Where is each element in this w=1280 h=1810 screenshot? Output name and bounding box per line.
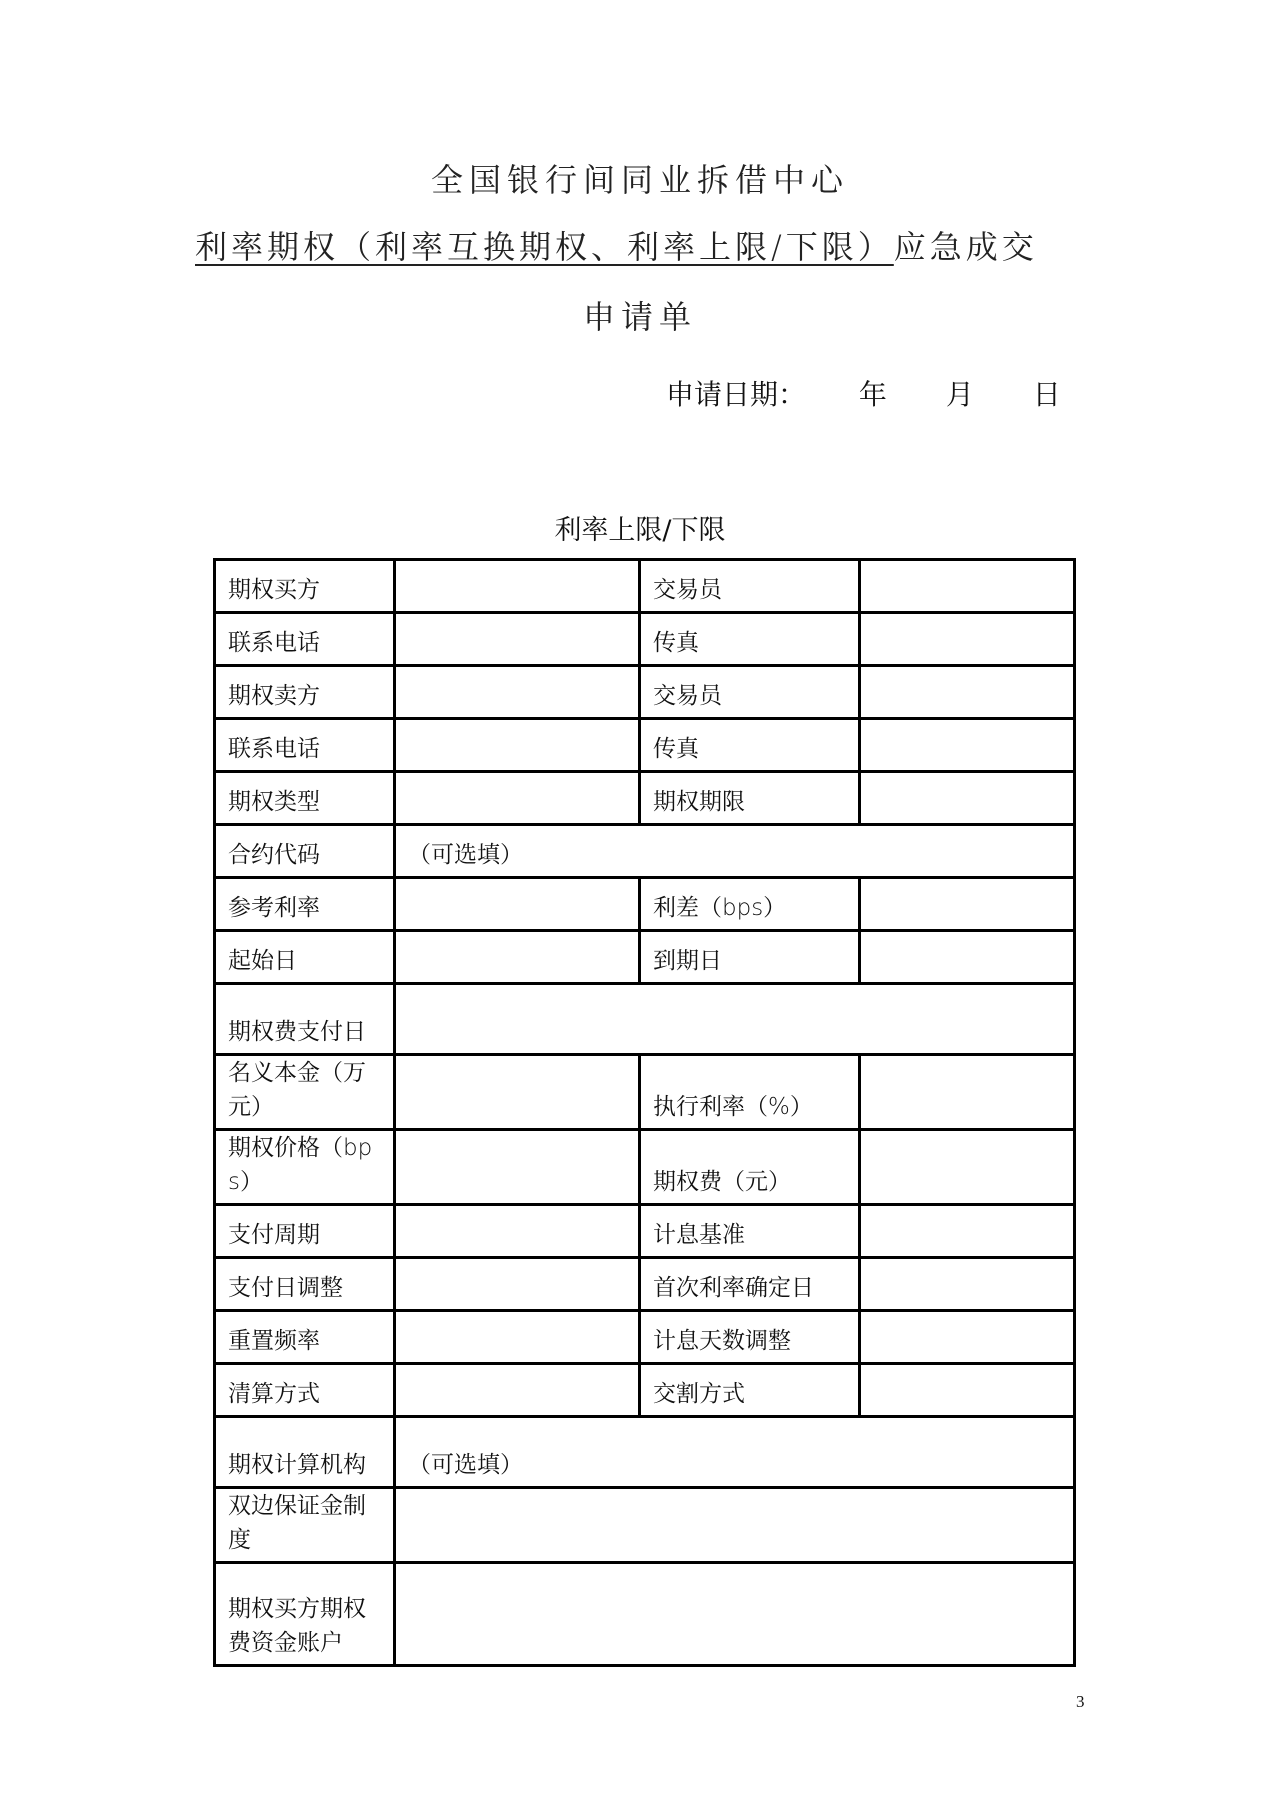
table-row [215, 666, 1075, 719]
field-label: 期权计算机构 [215, 1417, 395, 1488]
field-label: 计息天数调整 [640, 1311, 860, 1364]
seller-phone-input[interactable] [395, 719, 640, 772]
field-label: 期权买方 [215, 560, 395, 613]
field-label: 计息基准 [640, 1205, 860, 1258]
application-date [666, 373, 1061, 413]
table-row [215, 772, 1075, 825]
table-row [215, 931, 1075, 984]
table-row [215, 719, 1075, 772]
table-row [215, 1563, 1075, 1666]
field-label: 交易员 [640, 666, 860, 719]
form-subtitle: 申请单 [582, 298, 697, 336]
contract-code-input[interactable]: （可选填） [395, 825, 1075, 878]
spread-input[interactable] [860, 878, 1075, 931]
table-row [215, 878, 1075, 931]
start-date-input[interactable] [395, 931, 640, 984]
table-row [215, 825, 1075, 878]
clearing-method-input[interactable] [395, 1364, 640, 1417]
field-label: 重置频率 [215, 1311, 395, 1364]
seller-trader-input[interactable] [860, 666, 1075, 719]
field-label: 期权期限 [640, 772, 860, 825]
table-row [215, 1311, 1075, 1364]
date-month-field[interactable]: 月 [945, 378, 974, 411]
payment-date-adjustment-input[interactable] [395, 1258, 640, 1311]
field-label: 交割方式 [640, 1364, 860, 1417]
field-label: 交易员 [640, 560, 860, 613]
field-label: 联系电话 [215, 719, 395, 772]
buyer-fax-input[interactable] [860, 613, 1075, 666]
field-label: 双边保证金制度 [215, 1488, 395, 1563]
premium-payment-date-input[interactable] [395, 984, 1075, 1055]
page-number: 3 [1076, 1692, 1085, 1711]
org-title: 全国银行间同业拆借中心 [430, 161, 849, 199]
field-label: 传真 [640, 719, 860, 772]
interest-day-adjustment-input[interactable] [860, 1311, 1075, 1364]
field-label: 执行利率（%） [640, 1055, 860, 1130]
reference-rate-input[interactable] [395, 878, 640, 931]
form-title [195, 222, 1038, 268]
bilateral-margin-input[interactable] [395, 1488, 1075, 1563]
first-fixing-date-input[interactable] [860, 1258, 1075, 1311]
buyer-phone-input[interactable] [395, 613, 640, 666]
table-row [215, 1258, 1075, 1311]
field-label: 合约代码 [215, 825, 395, 878]
field-label: 期权价格（bps） [215, 1130, 395, 1205]
field-label: 利差（bps） [640, 878, 860, 931]
date-year-field[interactable]: 年 [858, 378, 887, 411]
settlement-method-input[interactable] [860, 1364, 1075, 1417]
option-seller-input[interactable] [395, 666, 640, 719]
premium-amount-input[interactable] [860, 1130, 1075, 1205]
field-label: 期权费支付日 [215, 984, 395, 1055]
date-label: 申请日期： [666, 378, 807, 411]
field-label: 清算方式 [215, 1364, 395, 1417]
table-row [215, 1364, 1075, 1417]
calculation-agent-input[interactable]: （可选填） [395, 1417, 1075, 1488]
form-title-rest: 应急成交 [893, 228, 1038, 266]
date-day-field[interactable]: 日 [1032, 378, 1061, 411]
table-row [215, 613, 1075, 666]
buyer-premium-account-input[interactable] [395, 1563, 1075, 1666]
field-label: 首次利率确定日 [640, 1258, 860, 1311]
option-tenor-input[interactable] [860, 772, 1075, 825]
field-label: 期权类型 [215, 772, 395, 825]
table-row [215, 1055, 1075, 1130]
reset-frequency-input[interactable] [395, 1311, 640, 1364]
section-title: 利率上限/下限 [554, 515, 726, 546]
payment-frequency-input[interactable] [395, 1205, 640, 1258]
strike-rate-input[interactable] [860, 1055, 1075, 1130]
seller-fax-input[interactable] [860, 719, 1075, 772]
application-form-table [213, 558, 1076, 1667]
form-title-underlined: 利率期权（利率互换期权、利率上限/下限） [195, 228, 894, 266]
table-row [215, 1130, 1075, 1205]
table-row [215, 1417, 1075, 1488]
option-buyer-input[interactable] [395, 560, 640, 613]
notional-input[interactable] [395, 1055, 640, 1130]
field-label: 期权费（元） [640, 1130, 860, 1205]
field-label: 传真 [640, 613, 860, 666]
table-row [215, 984, 1075, 1055]
maturity-date-input[interactable] [860, 931, 1075, 984]
option-type-input[interactable] [395, 772, 640, 825]
field-label: 期权卖方 [215, 666, 395, 719]
day-count-input[interactable] [860, 1205, 1075, 1258]
field-label: 支付日调整 [215, 1258, 395, 1311]
option-price-input[interactable] [395, 1130, 640, 1205]
field-label: 起始日 [215, 931, 395, 984]
field-label: 到期日 [640, 931, 860, 984]
field-label: 名义本金（万元） [215, 1055, 395, 1130]
field-label: 联系电话 [215, 613, 395, 666]
table-row [215, 560, 1075, 613]
field-label: 期权买方期权费资金账户 [215, 1563, 395, 1666]
table-row [215, 1488, 1075, 1563]
field-label: 支付周期 [215, 1205, 395, 1258]
table-row [215, 1205, 1075, 1258]
field-label: 参考利率 [215, 878, 395, 931]
buyer-trader-input[interactable] [860, 560, 1075, 613]
